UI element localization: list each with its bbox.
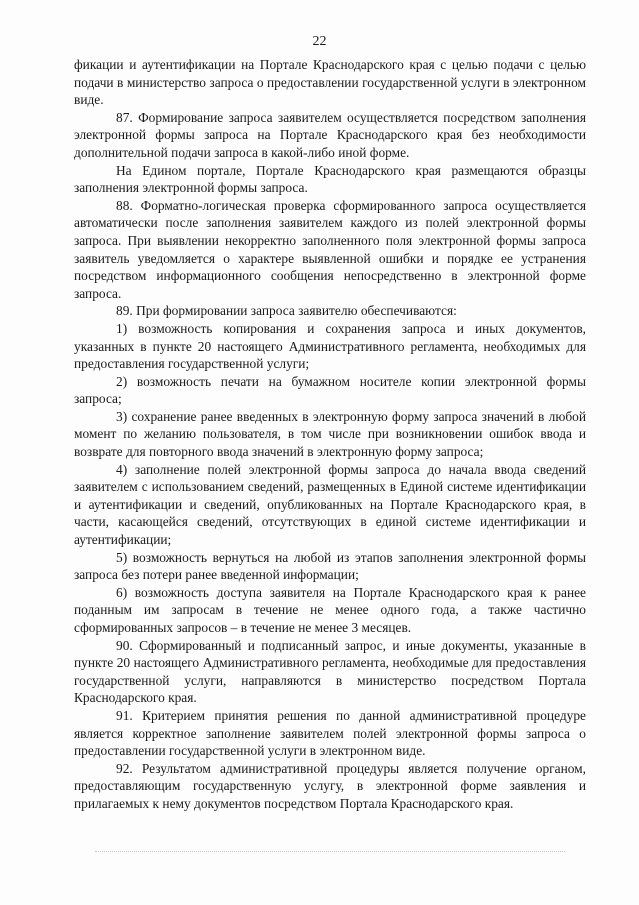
list-item-5: 5) возможность вернуться на любой из этапов заполнения электронной формы запроса без потери ранее введенной информации; <box>74 549 586 583</box>
paragraph-89: 89. При формировании запроса заявителю обеспечиваются: <box>116 303 457 319</box>
list-item-4: 4) заполнение полей электронной формы запроса до начала ввода сведений заявителем с использованием сведений, размещенных в Единой системе идентификации и аутентификации и сведений, опубликованных на Портале Краснодарского края, в части, касающейся сведений, отсутствующих в единой системе идентификации и аутентификации; <box>74 461 586 548</box>
paragraph-91: 91. Критерием принятия решения по данной административной процедуре является корректное заполнение заявителем полей электронной формы запроса о предоставлении государственной услуги в электронном виде. <box>74 707 586 759</box>
paragraph-90: 90. Сформированный и подписанный запрос, и иные документы, указанные в пункте 20 настоящего Административного регламента, необходимые для предоставления государственной услуги, направляются в министерство посредством Портала Краснодарского края. <box>74 637 586 706</box>
scan-artifact-line <box>95 851 565 852</box>
paragraph-87-samples: На Едином портале, Портале Краснодарского края размещаются образцы заполнения электронной формы запроса. <box>74 162 586 196</box>
paragraph-88: 88. Форматно-логическая проверка сформированного запроса осуществляется автоматически после заполнения заявителем каждого из полей электронной формы запроса. При выявлении некорректно заполненного поля электронной формы запроса заявитель уведомляется о характере выявленной ошибки и порядке ее устранения посредством информационного сообщения непосредственно в электронной форме запроса. <box>74 197 586 301</box>
paragraph-87: 87. Формирование запроса заявителем осуществляется посредством заполнения электронной формы запроса на Портале Краснодарского края без необходимости дополнительной подачи запроса в какой-либо иной форме. <box>74 109 586 160</box>
page-number: 22 <box>312 34 327 49</box>
document-body <box>74 56 586 813</box>
paragraph-92: 92. Результатом административной процедуры является получение органом, предоставляющим государственную услугу, в электронной форме заявления и прилагаемых к нему документов посредством Портала Краснодарского края. <box>74 760 586 811</box>
list-item-6: 6) возможность доступа заявителя на Портале Краснодарского края к ранее поданным им запросам в течение не менее одного года, а также частично сформированных запросов – в течение не менее 3 месяцев. <box>74 584 586 635</box>
list-item-2: 2) возможность печати на бумажном носителе копии электронной формы запроса; <box>74 373 586 407</box>
list-item-3: 3) сохранение ранее введенных в электронную форму запроса значений в любой момент по желанию пользователя, в том числе при возникновении ошибок ввода и возврате для повторного ввода значений в электронную форму запроса; <box>74 408 586 460</box>
list-item-1: 1) возможность копирования и сохранения запроса и иных документов, указанных в пункте 20 настоящего Административного регламента, необходимых для предоставления государственной услуги; <box>74 320 586 372</box>
paragraph-continuation: фикации и аутентификации на Портале Краснодарского края с целью подачи с целью подачи в министерство запроса о предоставлении государственной услуги в электронном виде. <box>74 57 586 108</box>
